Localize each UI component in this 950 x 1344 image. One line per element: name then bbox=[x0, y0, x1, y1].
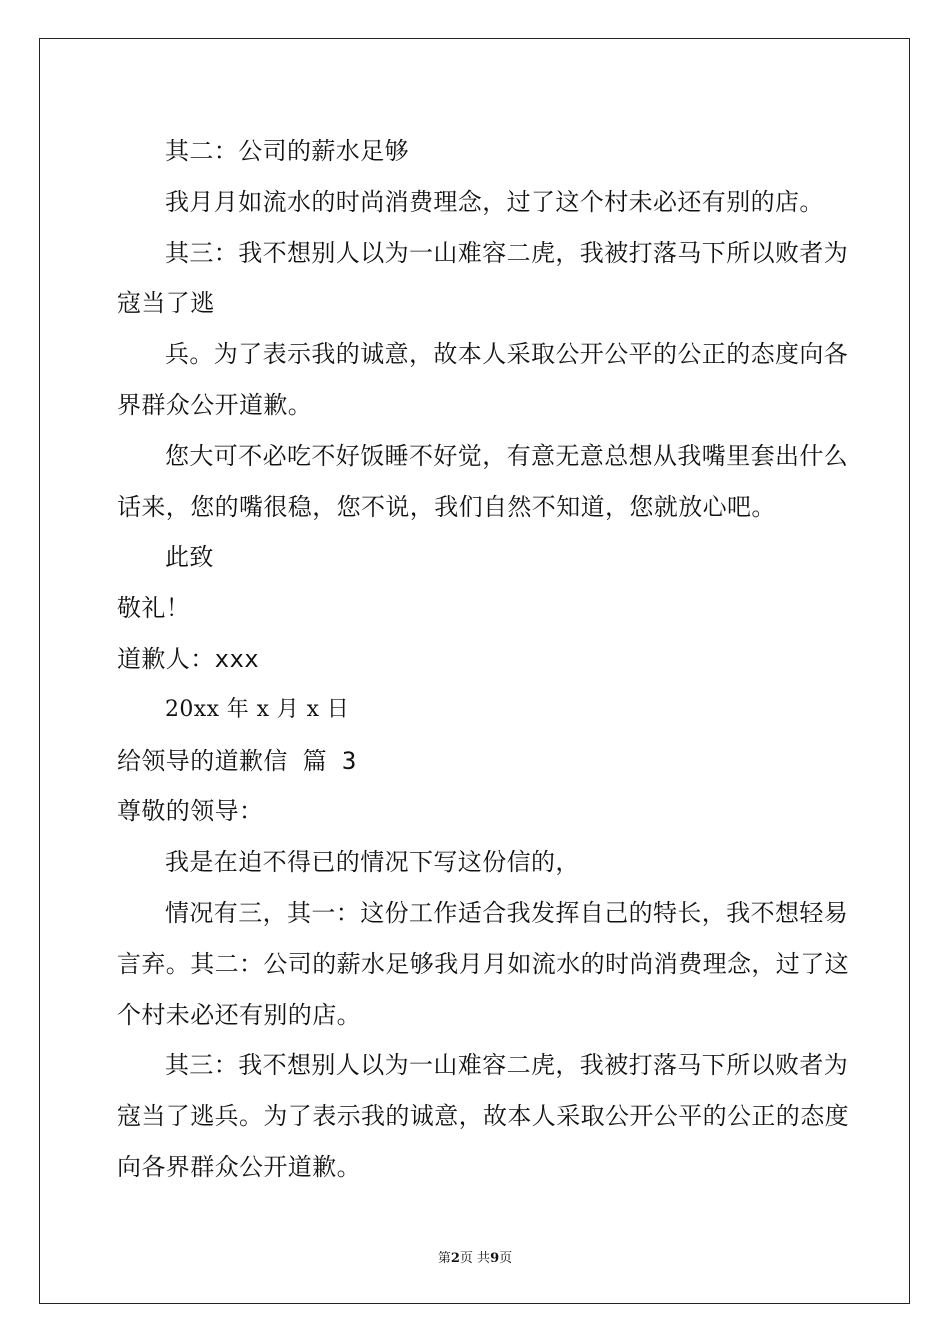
paragraph-line: 向各界群众公开道歉。 bbox=[117, 1152, 361, 1181]
paragraph-line: 兵。为了表示我的诚意，故本人采取公开公平的公正的态度向各 bbox=[165, 340, 849, 369]
closing-salutation: 此致 bbox=[165, 543, 214, 572]
document-body bbox=[117, 126, 849, 1193]
paragraph-line: 我月月如流水的时尚消费理念，过了这个村未必还有别的店。 bbox=[165, 187, 824, 216]
paragraph-line: 我是在迫不得已的情况下写这份信的， bbox=[165, 848, 580, 877]
paragraph-line: 情况有三，其一：这份工作适合我发挥自己的特长，我不想轻易 bbox=[165, 898, 849, 927]
paragraph-line: 其二：公司的薪水足够 bbox=[165, 137, 409, 165]
section-heading: 给领导的道歉信 篇 3 bbox=[117, 746, 357, 775]
page-footer bbox=[0, 1247, 950, 1266]
paragraph-line: 您大可不必吃不好饭睡不好觉，有意无意总想从我嘴里套出什么 bbox=[165, 441, 849, 470]
page-suffix: 页 bbox=[499, 1251, 513, 1266]
paragraph-line: 话来，您的嘴很稳，您不说，我们自然不知道，您就放心吧。 bbox=[117, 492, 776, 521]
page-total: 9 bbox=[490, 1251, 500, 1266]
greeting-line: 尊敬的领导： bbox=[117, 797, 264, 826]
signature-line: 道歉人：xxx bbox=[117, 644, 260, 673]
closing-regards: 敬礼！ bbox=[117, 594, 191, 623]
page-mid: 页 共 bbox=[459, 1251, 491, 1266]
paragraph-line: 个村未必还有别的店。 bbox=[117, 1000, 361, 1029]
paragraph-line: 言弃。其二：公司的薪水足够我月月如流水的时尚消费理念，过了这 bbox=[117, 949, 849, 978]
page-current: 2 bbox=[450, 1251, 460, 1266]
paragraph-line: 其三：我不想别人以为一山难容二虎，我被打落马下所以败者为 bbox=[165, 238, 849, 267]
paragraph-line: 寇当了逃兵。为了表示我的诚意，故本人采取公开公平的公正的态度 bbox=[117, 1102, 849, 1131]
paragraph-line: 寇当了逃 bbox=[117, 289, 215, 318]
date-line: 20xx 年 x 月 x 日 bbox=[165, 696, 350, 722]
paragraph-line: 界群众公开道歉。 bbox=[117, 390, 313, 419]
paragraph-line: 其三：我不想别人以为一山难容二虎，我被打落马下所以败者为 bbox=[165, 1051, 849, 1080]
page-prefix: 第 bbox=[437, 1251, 451, 1266]
